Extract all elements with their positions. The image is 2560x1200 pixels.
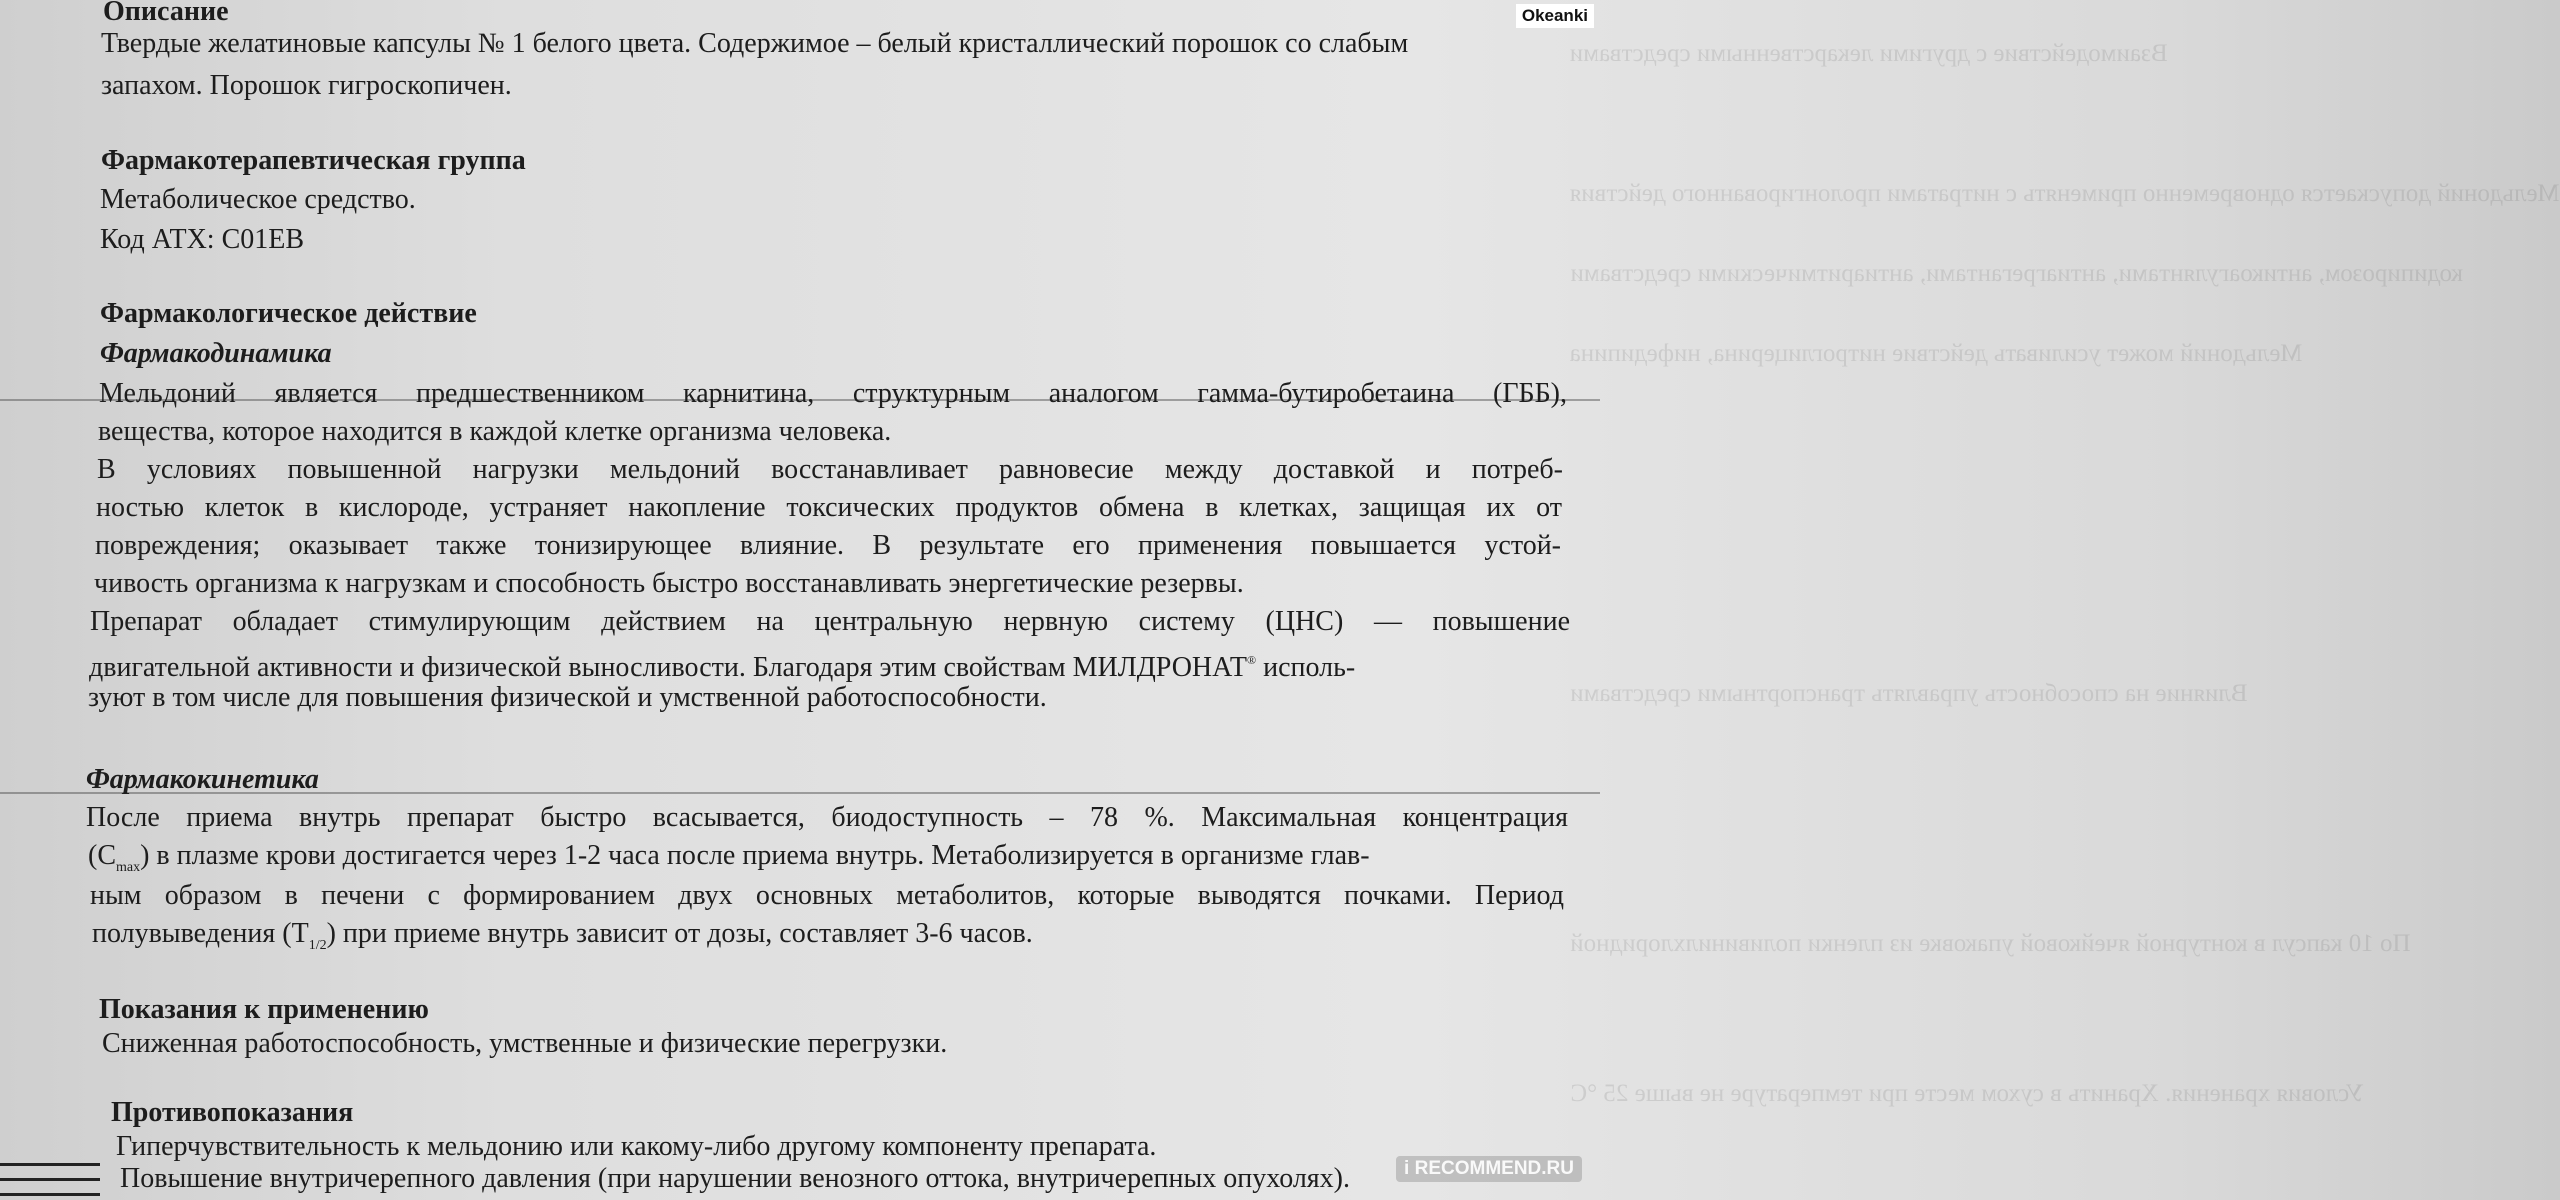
pharmacodynamics-line-8-end: исполь- xyxy=(1256,652,1356,683)
pharmacodynamics-line-7: Препарат обладает стимулирующим действием на центральную нервную систему (ЦНС) — повышение xyxy=(90,606,1570,637)
description-line-1: Твердые желатиновые капсулы № 1 белого цвета. Содержимое – белый кристаллический порошок со слабым xyxy=(101,28,1409,59)
pharmacokinetics-line-2 xyxy=(88,840,1370,884)
pharmacodynamics-line-6: чивость организма к нагрузкам и способность быстро восстанавливать энергетические резервы. xyxy=(94,568,1244,599)
pharmacodynamics-line-2: вещества, которое находится в каждой клетке организма человека. xyxy=(98,416,892,447)
pharmacotherapeutic-group-line-1: Метаболическое средство. xyxy=(100,184,416,215)
watermark-top: Okeanki xyxy=(1516,4,1594,28)
half-life-subscript: 1/2 xyxy=(308,938,327,953)
pharmacokinetics-line-2-text: ) в плазме крови достигается через 1-2 часа после приема внутрь. Метаболизируется в организме глав- xyxy=(140,840,1370,871)
pharmacokinetics-line-3: ным образом в печени с формированием двух основных метаболитов, которые выводятся почками. Период xyxy=(90,880,1564,911)
atc-code: Код АТХ: C01EB xyxy=(100,224,305,255)
description-line-2: запахом. Порошок гигроскопичен. xyxy=(101,70,512,101)
pharmacodynamics-line-4: ностью клеток в кислороде, устраняет накопление токсических продуктов обмена в клетках, защищая их от xyxy=(96,492,1562,523)
pharmacodynamics-line-8 xyxy=(89,644,1569,684)
pharmacokinetics-line-4-start: полувыведения (T xyxy=(92,918,309,949)
section-heading-pharmacological-action: Фармакологическое действие xyxy=(100,298,477,329)
pharmacodynamics-line-9: зуют в том числе для повышения физической и умственной работоспособности. xyxy=(88,682,1047,713)
contraindications-line-1: Гиперчувствительность к мельдонию или какому-либо другому компоненту препарата. xyxy=(116,1131,1157,1162)
pharmacodynamics-line-8-text: двигательной активности и физической выносливости. Благодаря этим свойствам МИЛДРОНАТ xyxy=(89,652,1248,683)
section-heading-indications: Показания к применению xyxy=(99,994,429,1025)
pharmacokinetics-line-4-text: ) при приеме внутрь зависит от дозы, составляет 3-6 часов. xyxy=(326,918,1033,949)
registered-mark: ® xyxy=(1247,653,1257,667)
cmax-subscript: max xyxy=(116,860,141,875)
subheading-pharmacodynamics: Фармакодинамика xyxy=(100,338,332,369)
pharmacodynamics-line-5: повреждения; оказывает также тонизирующее влияние. В результате его применения повышается устой- xyxy=(95,530,1561,561)
indications-line-1: Сниженная работоспособность, умственные и физические перегрузки. xyxy=(102,1028,948,1059)
section-heading-pharmacotherapeutic-group: Фармакотерапевтическая группа xyxy=(101,145,526,176)
contraindications-line-2: Повышение внутричерепного давления (при нарушении венозного оттока, внутричерепных опухолях). xyxy=(120,1163,1351,1194)
watermark-bottom: i RECOMMEND.RU xyxy=(1396,1156,1582,1182)
section-heading-description: Описание xyxy=(103,0,229,27)
pharmacodynamics-line-1: Мельдоний является предшественником карнитина, структурным аналогом гамма-бутиробетаина (ГББ), xyxy=(99,378,1567,409)
pharmacokinetics-line-4 xyxy=(92,918,1033,962)
pharmacokinetics-line-1: После приема внутрь препарат быстро всасывается, биодоступность – 78 %. Максимальная концентрация xyxy=(86,802,1568,833)
pharmacokinetics-line-2-start: (C xyxy=(88,840,116,871)
pharmacodynamics-line-3: В условиях повышенной нагрузки мельдоний восстанавливает равновесие между доставкой и потреб- xyxy=(97,454,1563,485)
subheading-pharmacokinetics: Фармакокинетика xyxy=(86,764,319,795)
section-heading-contraindications: Противопоказания xyxy=(111,1097,354,1128)
